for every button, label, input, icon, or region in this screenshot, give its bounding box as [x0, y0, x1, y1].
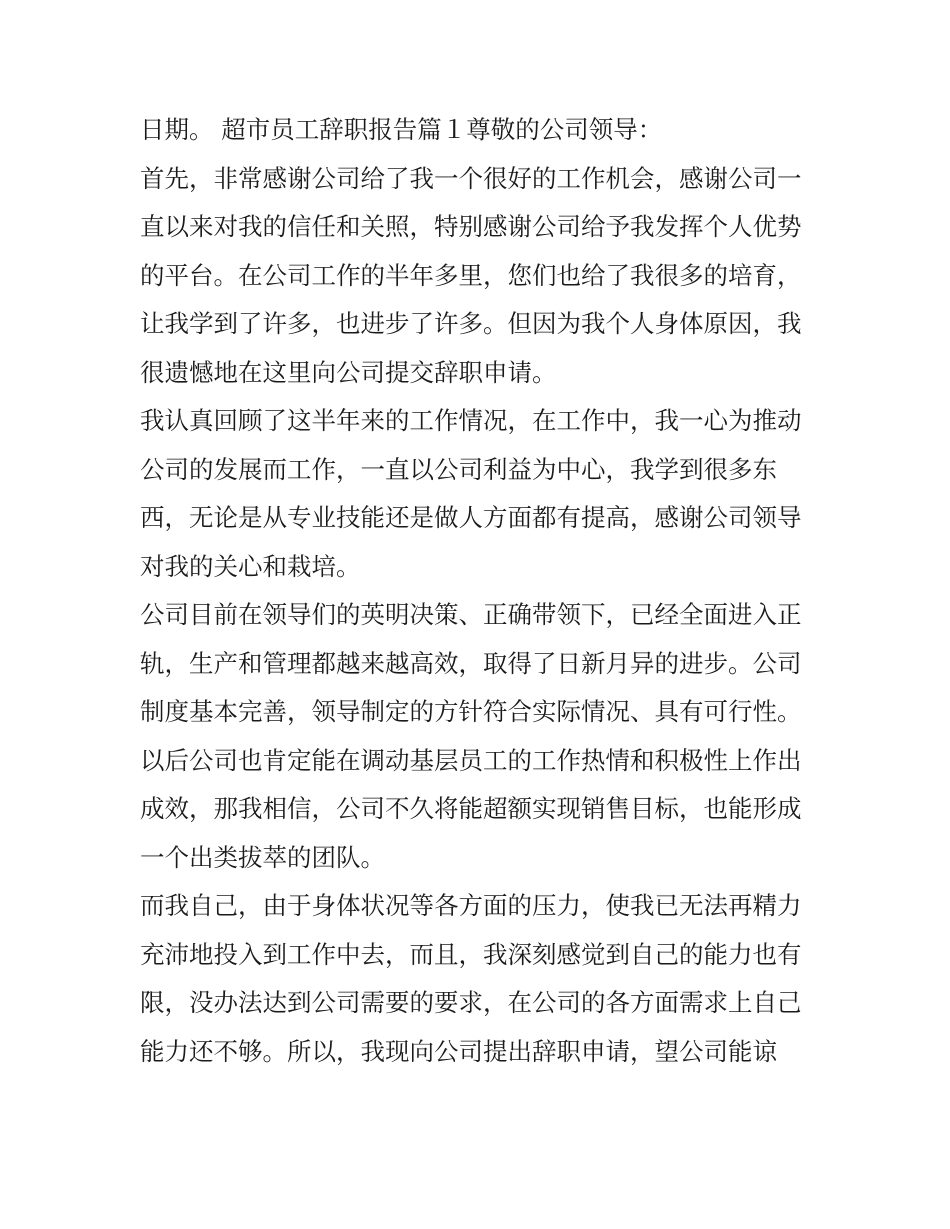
text-line: 日期。 超市员工辞职报告篇１尊敬的公司领导： — [140, 115, 663, 144]
text-line: 我认真回顾了这半年来的工作情况，在工作中，我一心为推动 — [140, 406, 802, 435]
text-line: 能力还不够。所以，我现向公司提出辞职申请，望公司能谅 — [140, 1036, 777, 1066]
text-line: 对我的关心和栽培。 — [140, 551, 361, 581]
text-line: 而我自己，由于身体状况等各方面的压力，使我已无法再精力 — [140, 891, 802, 920]
text-line: 西，无论是从专业技能还是做人方面都有提高，感谢公司领导 — [140, 503, 802, 532]
text-line: 让我学到了许多，也进步了许多。但因为我个人身体原因，我 — [140, 309, 802, 338]
text-line: 制度基本完善，领导制定的方针符合实际情况、具有可行性。 — [140, 697, 802, 726]
text-line: 很遗憾地在这里向公司提交辞职申请。 — [140, 357, 557, 387]
text-line: 直以来对我的信任和关照，特别感谢公司给予我发挥个人优势 — [140, 212, 802, 241]
text-line: 一个出类拔萃的团队。 — [140, 842, 385, 872]
text-line: 公司目前在领导们的英明决策、正确带领下，已经全面进入正 — [140, 600, 802, 629]
text-line: 的平台。在公司工作的半年多里，您们也给了我很多的培育， — [140, 260, 802, 290]
text-line: 充沛地投入到工作中去，而且，我深刻感觉到自己的能力也有 — [140, 939, 802, 969]
text-line: 公司的发展而工作，一直以公司利益为中心，我学到很多东 — [140, 454, 777, 484]
text-line: 限，没办法达到公司需要的要求，在公司的各方面需求上自己 — [140, 988, 802, 1017]
resignation-letter-text — [140, 106, 820, 1076]
text-line: 以后公司也肯定能在调动基层员工的工作热情和积极性上作出 — [140, 745, 802, 775]
text-line: 首先，非常感谢公司给了我一个很好的工作机会，感谢公司一 — [140, 163, 802, 193]
text-line: 成效，那我相信，公司不久将能超额实现销售目标，也能形成 — [140, 794, 802, 823]
text-line: 轨，生产和管理都越来越高效，取得了日新月异的进步。公司 — [140, 648, 802, 678]
